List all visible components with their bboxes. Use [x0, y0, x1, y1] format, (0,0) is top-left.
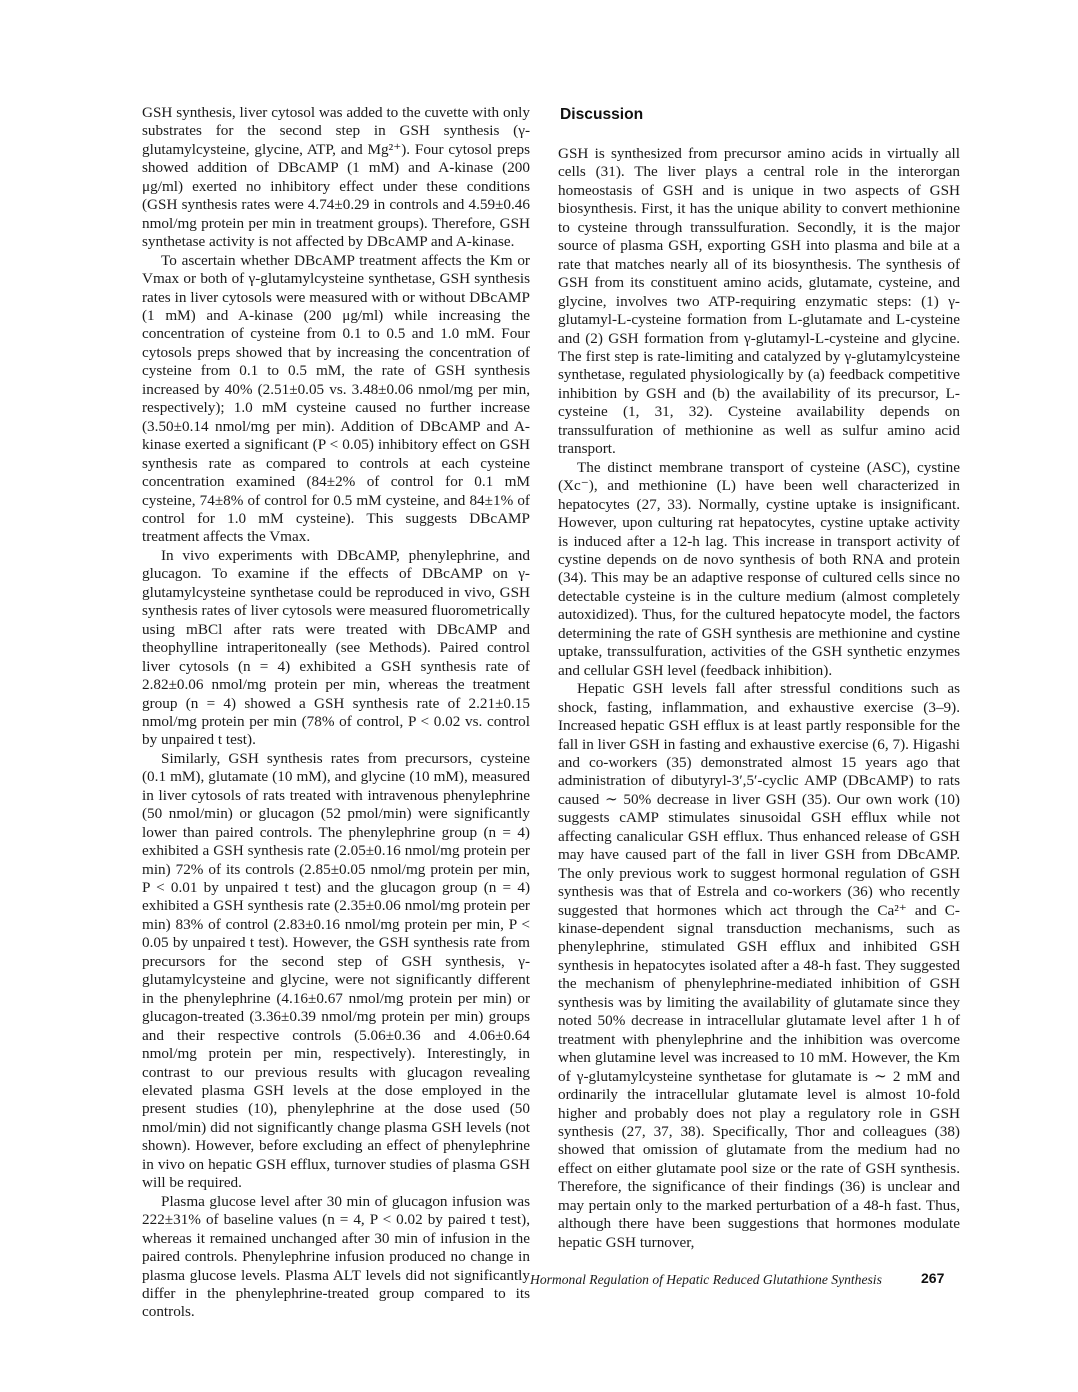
body-paragraph: In vivo experiments with DBcAMP, phenylephrine, and glucagon. To examine if the effects of DBcAMP on γ-glutamylcysteine synthetase could be reproduced in vivo, GSH synthesis rates of liver cytosols were measured fluorometrically using mBCl after rats were treated with DBcAMP and theophylline intraperitoneally (see Methods). Paired control liver cytosols (n = 4) exhibited a GSH synthesis rate of 2.82±0.06 nmol/mg protein per min, whereas the treatment group (n = 4) showed a GSH synthesis rate of 2.21±0.15 nmol/mg protein per min (78% of control, P < 0.02 vs. control by unpaired t test). [142, 546, 530, 749]
left-column [142, 104, 530, 1322]
discussion-body [558, 145, 960, 1252]
running-footer: Hormonal Regulation of Hepatic Reduced Glutathione Synthesis [530, 1272, 882, 1287]
body-paragraph: Plasma glucose level after 30 min of glucagon infusion was 222±31% of baseline values (n = 4, P < 0.02 by paired t test), whereas it remained unchanged after 30 min of infusion in the paired controls. Phenylephrine infusion produced no change in plasma glucose levels. Plasma ALT levels did not significantly differ in the phenylephrine-treated group compared to its controls. [142, 1192, 530, 1321]
section-heading: Discussion [560, 106, 644, 123]
body-paragraph: Hepatic GSH levels fall after stressful conditions such as shock, fasting, inflammation, and exhaustive exercise (3–9). Increased hepatic GSH efflux is at least partly responsible for the fall in liver GSH in fasting and exhaustive exercise (6, 7). Higashi and co-workers (35) demonstrated almost 15 years ago that administration of dibutyryl-3′,5′-cyclic AMP (DBcAMP) to rats caused ∼ 50% decrease in liver GSH (35). Our own work (10) suggests cAMP stimulates sinusoidal GSH efflux while not affecting canalicular GSH efflux. Thus enhanced release of GSH may have caused part of the fall in liver GSH from DBcAMP. The only previous work to suggest hormonal regulation of GSH synthesis was that of Estrela and co-workers (36) who recently suggested that hormones which act through the Ca²⁺ and C-kinase-dependent signal transduction mechanisms, such as phenylephrine, stimulated GSH efflux and inhibited GSH synthesis in hepatocytes isolated after a 48-h fast. They suggested the mechanism of phenylephrine-mediated inhibition of GSH synthesis was by limiting the availability of glutamate since they noted 50% decrease in intracellular glutamate level after 1 h of treatment with phenylephrine and the inhibition was overcome when glutamine level was increased to 10 mM. However, the Km of γ-glutamylcysteine synthetase for glutamate is ∼ 2 mM and ordinarily the intracellular glutamate level is almost 10-fold higher and probably does not play a regulatory role in GSH synthesis (27, 37, 38). Specifically, Thor and colleagues (38) showed that omission of glutamate from the medium had no effect on either glutamate pool size or the rate of GSH synthesis. Therefore, the significance of their findings (36) is unclear and may pertain only to the marked perturbation of a 48-h fast. Thus, although there have been suggestions that hormones modulate hepatic GSH turnover, [558, 680, 960, 1251]
body-paragraph: GSH synthesis, liver cytosol was added to the cuvette with only substrates for the second step in GSH synthesis (γ-glutamylcysteine, glycine, ATP, and Mg²⁺). Four cytosol preps showed addition of DBcAMP (1 mM) and A-kinase (200 μg/ml) exerted no inhibitory effect under these conditions (GSH synthesis rates were 4.74±0.29 in controls and 4.59±0.46 nmol/mg protein per min in treatment groups). Therefore, GSH synthetase activity is not affected by DBcAMP and A-kinase. [142, 104, 530, 251]
right-column [558, 104, 960, 1252]
body-paragraph: Similarly, GSH synthesis rates from precursors, cysteine (0.1 mM), glutamate (10 mM), and glycine (10 mM), measured in liver cytosols of rats treated with intravenous phenylephrine (50 nmol/min) or glucagon (52 pmol/min) were significantly lower than paired controls. The phenylephrine group (n = 4) exhibited a GSH synthesis rate (2.05±0.16 nmol/mg protein per min) 72% of its controls (2.85±0.05 nmol/mg protein per min, P < 0.01 by unpaired t test) and the glucagon group (n = 4) exhibited a GSH synthesis rate (2.35±0.06 nmol/mg protein per min) 83% of control (2.83±0.16 nmol/mg protein per min, P < 0.05 by unpaired t test). However, the GSH synthesis rate from precursors for the second step of GSH synthesis, γ-glutamylcysteine and glycine, were not significantly different in the phenylephrine (4.16±0.67 nmol/mg protein per min) or glucagon-treated (3.36±0.39 nmol/mg protein per min) groups and their respective controls (5.06±0.36 and 4.06±0.64 nmol/mg protein per min, respectively). Interestingly, in contrast to our previous results with glucagon revealing elevated plasma GSH levels at the dose employed in the present studies (10), phenylephrine at the dose used (50 nmol/min) did not significantly change plasma GSH levels (not shown). However, before excluding an effect of phenylephrine in vivo on hepatic GSH efflux, turnover studies of plasma GSH will be required. [142, 749, 530, 1192]
body-paragraph: To ascertain whether DBcAMP treatment affects the Km or Vmax or both of γ-glutamylcysteine synthetase, GSH synthesis rates in liver cytosols were measured with or without DBcAMP (1 mM) and A-kinase (200 μg/ml) while increasing the concentration of cysteine from 0.1 to 0.5 and 1.0 mM. Four cytosols preps showed that by increasing the concentration of cysteine from 0.1 to 0.5 mM, the rate of GSH synthesis increased by 40% (2.51±0.05 vs. 3.48±0.06 nmol/mg per min, respectively); 1.0 mM cysteine caused no further increase (3.50±0.14 nmol/mg per min). Addition of DBcAMP and A-kinase exerted a significant (P < 0.05) inhibitory effect on GSH synthesis rate as compared to controls at each cysteine concentration examined (84±2% of control for 0.1 mM cysteine, 74±8% of control for 0.5 mM cysteine, and 84±1% of control for 1.0 mM cysteine). This suggests DBcAMP treatment affects the Vmax. [142, 251, 530, 546]
body-paragraph: The distinct membrane transport of cysteine (ASC), cystine (Xc⁻), and methionine (L) have been well characterized in hepatocytes (27, 33). Normally, cystine uptake is insignificant. However, upon culturing rat hepatocytes, cystine uptake activity is induced after a 12-h lag. This increase in transport activity of cystine depends on de novo synthesis of both RNA and protein (34). This may be an adaptive response of cultured cells since no detectable cysteine is in the culture medium (almost completely autoxidized). Thus, for the cultured hepatocyte model, the factors determining the rate of GSH synthesis are methionine and cystine uptake, transsulfuration, activities of the GSH synthetic enzymes and cellular GSH level (feedback inhibition). [558, 458, 960, 679]
body-paragraph: GSH is synthesized from precursor amino acids in virtually all cells (31). The liver plays a central role in the interorgan homeostasis of GSH and is unique in two aspects of GSH biosynthesis. First, it has the unique ability to convert methionine to cysteine through transsulfuration. Secondly, it is the major source of plasma GSH, exporting GSH into plasma and bile at a rate that matches nearly all of its biosynthesis. The synthesis of GSH from its constituent amino acids, glutamate, cysteine, and glycine, involves two ATP-requiring enzymatic steps: (1) γ-glutamyl-L-cysteine formation from L-glutamate and L-cysteine and (2) GSH formation from γ-glutamyl-L-cysteine and glycine. The first step is rate-limiting and catalyzed by γ-glutamylcysteine synthetase, regulated physiologically by (a) feedback competitive inhibition by GSH and (b) the availability of its precursor, L-cysteine (1, 31, 32). Cysteine availability depends on transsulfuration of methionine as well as sulfur amino acid transport. [558, 145, 960, 458]
page-number: 267 [921, 1270, 945, 1286]
